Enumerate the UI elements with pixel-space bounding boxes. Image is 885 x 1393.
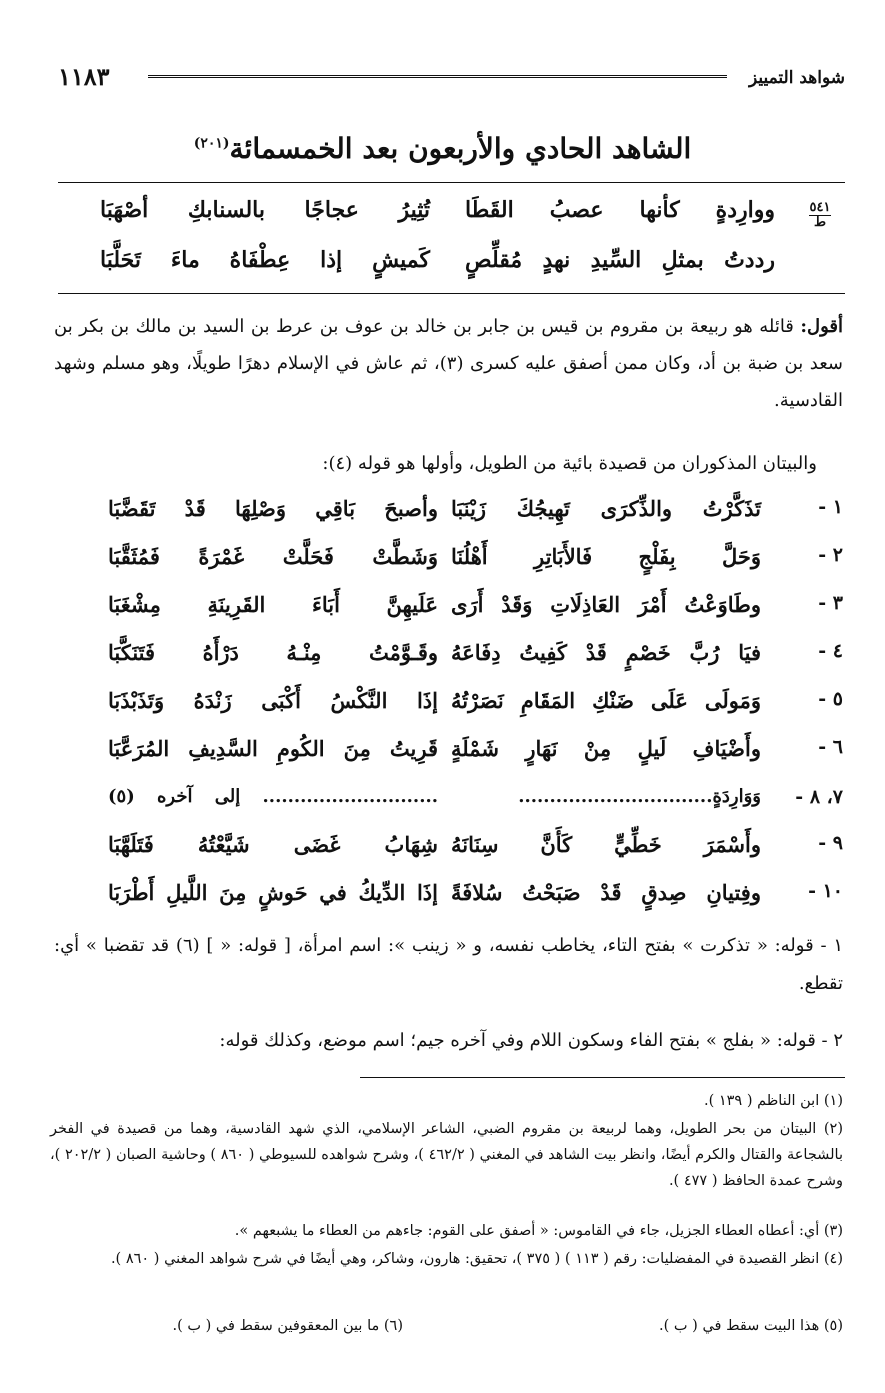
verse-bottom-rule xyxy=(58,293,845,294)
poem-hemistich-1: تَذَكَّرْتُ والذِّكرَى تَهِيجُكَ زَيْنَبَا xyxy=(451,496,761,521)
poem-hemistich-1: وطَاوَعْتُ أَمْرَ العَاذِلَاتِ وَقَدْ أَرَى xyxy=(451,592,761,617)
main-verse xyxy=(70,197,835,287)
poem-hemistich-1: وَحَلَّ بِفَلْجٍ فَالأَبَاتِرِ أَهْلُنَا xyxy=(451,544,761,569)
poem-line-number: ٢ - xyxy=(818,544,843,566)
poem-hemistich-2: قَرِيتُ مِنَ الكُومِ السَّدِيفِ المُرَعَّبَا xyxy=(108,736,438,761)
verse-top-rule xyxy=(58,182,845,183)
verse-number-value: ٥٤١ xyxy=(809,200,831,215)
verse-2-hemistich-1: رددتُ بمثلِ السِّيدِ نهدٍ مُقلِّصٍ xyxy=(465,247,775,273)
footnote-5: (٥) هذا البيت سقط في ( ب ). xyxy=(659,1318,843,1334)
verse-1-hemistich-1: ووارِدةٍ كأنها عصبُ القَطَا xyxy=(465,197,775,223)
poem-hemistich-1: فيَا رُبَّ خَصْمٍ قَدْ كَفِيتُ دِفَاعَهُ xyxy=(451,640,761,665)
section-title-footnote-ref: (٢٠١) xyxy=(193,135,230,152)
poem-hemistich-1: وأَسْمَرَ خَطِّيٍّ كَأَنَّ سِنَانَهُ xyxy=(451,832,761,857)
poem-hemistich-2: ............................ إلى آخره (٥) xyxy=(108,786,438,807)
intro-paragraph-2: والبيتان المذكوران من قصيدة بائية من الطويل، وأولها هو قوله (٤): xyxy=(322,453,817,474)
commentary-2: ٢ - قوله: « بفلج » بفتح الفاء وسكون اللام وفي آخره جيم؛ اسم موضع، وكذلك قوله: xyxy=(219,1030,843,1051)
poem-hemistich-2: وَشَطَّتْ فَحَلَّتْ غَمْرَةً فَمُثَقَّبَا xyxy=(108,544,438,569)
footnote-3: (٣) أي: أعطاه العطاء الجزيل، جاء في القاموس: « أصفق على القوم: جاءهم من العطاء ما يشبعهم ». xyxy=(234,1223,843,1239)
verse-number-mark: ط xyxy=(813,215,827,230)
footnotes-5-6 xyxy=(50,1318,843,1344)
header-rule xyxy=(148,75,727,82)
poem-hemistich-1: وفِتيانِ صِدقٍ قَدْ صَبَحْتُ سُلافَةً xyxy=(451,880,761,905)
running-title: شواهد التمييز xyxy=(748,68,845,88)
footnote-1: (١) ابن الناظم ( ١٣٩ ). xyxy=(703,1093,843,1109)
poem-line xyxy=(60,544,843,584)
commentary-1: ١ - قوله: « تذكرت » بفتح التاء، يخاطب نفسه، و « زينب »: اسم امرأة، [ قوله: « ] (٦) قد تقضبا » أي: تقطع. xyxy=(54,935,843,994)
poem-hemistich-1: وَمَولَى عَلَى ضَنْكِ المَقَامِ نَصَرْتُهُ xyxy=(451,688,761,713)
poem-line-number: ٦ - xyxy=(818,736,843,758)
poem-line xyxy=(60,880,843,920)
poem-line xyxy=(60,640,843,680)
poem-line xyxy=(60,496,843,536)
intro-paragraph xyxy=(54,308,843,419)
footnote-4: (٤) انظر القصيدة في المفضليات: رقم ( ١١٣ ) ( ٣٧٥ )، تحقيق: هارون، وشاكر، وهي أيضًا في شرح شواهد المغني ( ٨٦٠ ). xyxy=(110,1251,843,1267)
poem-hemistich-1: وأَضْيَافِ لَيلٍ مِنْ نَهَارٍ شَمْلَةٍ xyxy=(451,736,761,761)
verse-1-hemistich-2: تُثِيرُ عجاجًا بالسنابكِ أصْهَبَا xyxy=(100,197,430,223)
poem-line xyxy=(60,688,843,728)
verse-2-hemistich-2: كَميشٍ إذا عِطْفَاهُ ماءَ تَحَلَّبَا xyxy=(100,247,430,273)
poem-hemistich-2: إذَا الدِّيكُ في حَوشٍ مِنَ اللَّيلِ أَطْرَبَا xyxy=(108,880,438,905)
poem-line-number: ٣ - xyxy=(818,592,843,614)
footnote-rule xyxy=(360,1077,845,1078)
poem-hemistich-2: شِهَابُ غَضَى شَيَّعْتُهُ فَتَلَهَّبَا xyxy=(108,832,438,857)
page-number: ١١٨٣ xyxy=(58,62,110,91)
poem-line-number: ٩ - xyxy=(818,832,843,854)
footnote-2: (٢) البيتان من بحر الطويل، وهما لربيعة بن مقروم الضبي، الشاعر الإسلامي، الذي شهد القادسية، وهما من قصيدة في الفخر بالشجاعة والقتال والكرم أيضًا، وانظر بيت الشاهد في المغني ( ٤٦٢/٢ )، وشرح شواهده للسيوطي ( ٨٦٠ ) وحاشية الصبان ( ٢٠٢/٢ )، وشرح عمدة الحافظ ( ٤٧٧ ). xyxy=(50,1121,843,1189)
poem-line-number: ٤ - xyxy=(818,640,843,662)
poem-hemistich-2: إذَا النَّكْسُ أَكْبَى زَنْدَهُ وَتَذَبْذَبَا xyxy=(108,688,438,713)
poem-line-number: ٥ - xyxy=(818,688,843,710)
poem-line xyxy=(60,832,843,872)
verse-number xyxy=(805,201,835,230)
section-title-text: الشاهد الحادي والأربعون بعد الخمسمائة xyxy=(229,132,692,165)
poem-line-number: ١٠ - xyxy=(808,880,843,902)
footnote-6: (٦) ما بين المعقوفين سقط في ( ب ). xyxy=(172,1318,403,1334)
running-header xyxy=(58,62,845,96)
poem-line xyxy=(60,736,843,776)
poem-line-number: ٧، ٨ - xyxy=(795,786,843,808)
poem-line xyxy=(60,786,843,826)
intro-label: أقول: xyxy=(800,316,843,337)
poem-line xyxy=(60,592,843,632)
poem-hemistich-2: وأصبحَ بَاقِي وَصْلِهَا قَدْ تَقَضَّبَا xyxy=(108,496,438,521)
poem-line-number: ١ - xyxy=(818,496,843,518)
intro-text: قائله هو ربيعة بن مقروم بن قيس بن جابر بن خالد بن عوف بن عرط بن السيد بن مالك بن بكر بن سعد بن ضبة بن أد، وكان ممن أصفق عليه كسرى (٣)، ثم عاش في الإسلام دهرًا طويلًا، وهو مسلم وشهد القادسية. xyxy=(54,316,843,411)
poem-hemistich-2: عَلَيهِنَّ أَبَاءَ القَرِينَةِ مِشْغَبَا xyxy=(108,592,438,617)
section-title xyxy=(0,132,885,165)
poem-hemistich-1: وَوَارِدَةٍ............................... xyxy=(518,786,761,807)
poem-hemistich-2: وقَـوَّمْتُ مِنْـهُ دَرْأَهُ فَتَنَكَّبَا xyxy=(108,640,438,665)
